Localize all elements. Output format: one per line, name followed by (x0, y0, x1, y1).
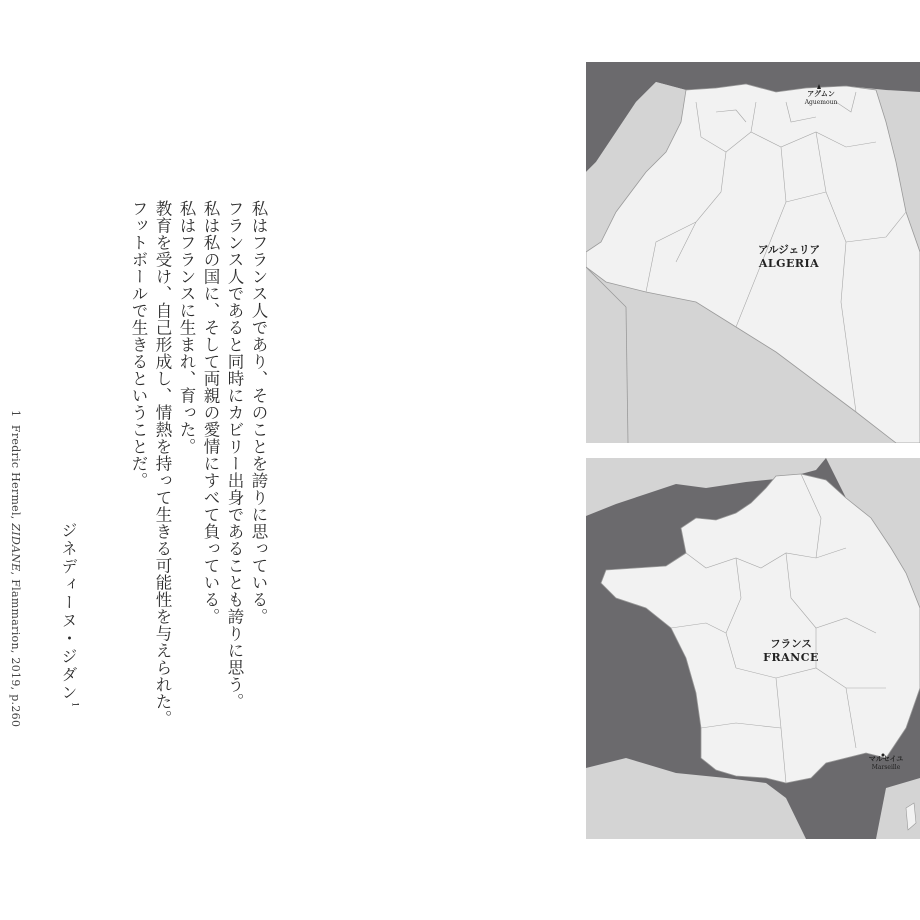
quote-line: フットボールで生きるということだ。 (129, 200, 148, 489)
footnote (0, 410, 22, 728)
footnote-source: , Flammarion, 2019, p.260 (9, 571, 22, 728)
algeria-map (586, 62, 920, 443)
footnote-title: ZIDANE (9, 523, 22, 572)
city-name-en: Marseille (871, 764, 901, 771)
city-name-jp: マルセイユ (868, 755, 904, 763)
quote-text (100, 200, 270, 727)
city-label-marseille (858, 754, 914, 771)
quote-line: 私は私の国に、そして両親の愛情にすべて負っている。 (201, 200, 220, 625)
france-map (586, 458, 920, 839)
country-name-jp: フランス (770, 638, 812, 650)
country-name-en: FRANCE (763, 651, 819, 664)
city-name-en: Aguemoun (804, 99, 838, 106)
country-label-france (736, 636, 846, 664)
city-label-aguemoun (796, 89, 846, 106)
footnote-author: Fredric Hermel, (9, 424, 22, 524)
footnote-number: 1 (9, 410, 22, 418)
quote-line: フランス人であると同時にカビリー出身であることも誇りに思う。 (225, 200, 244, 710)
author-name: ジネディーヌ・ジダン (59, 522, 78, 702)
quote-line: 私はフランス人であり、そのことを誇りに思っている。 (249, 200, 268, 625)
note-marker: 1 (70, 702, 80, 710)
city-name-jp: アグムン (807, 90, 835, 98)
quote-line: 私はフランスに生まれ、育った。 (177, 200, 196, 455)
quote-line: 教育を受け、自己形成し、情熱を持って生きる可能性を与えられた。 (153, 200, 172, 727)
country-name-jp: アルジェリア (757, 244, 821, 256)
country-label-algeria (734, 242, 844, 270)
country-name-en: ALGERIA (758, 257, 820, 270)
quote-author (50, 522, 80, 710)
